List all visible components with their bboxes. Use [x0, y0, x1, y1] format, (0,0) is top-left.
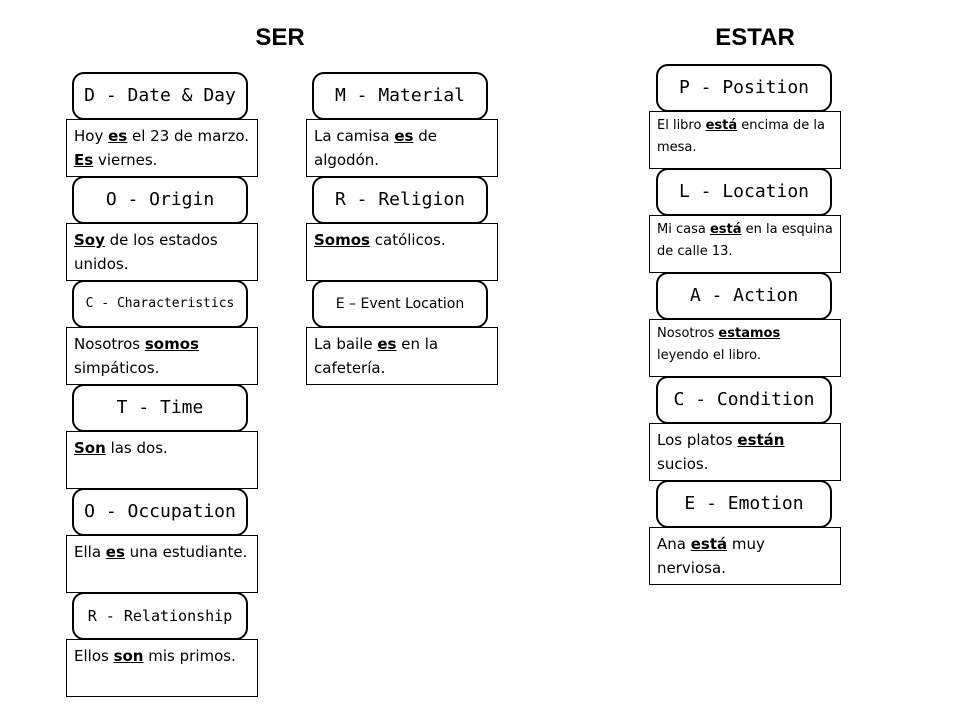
sentence-text: Nosotros: [657, 326, 719, 341]
sentence-text: Hoy: [74, 127, 109, 145]
estar-label-position: P - Position: [656, 64, 832, 112]
verb-highlight: Soy: [74, 231, 105, 249]
verb-highlight: es: [108, 127, 128, 145]
estar-label-action: A - Action: [656, 272, 832, 320]
sentence-text: encima de la mesa.: [657, 118, 825, 155]
ser-example-date-day: [66, 119, 258, 177]
sentence-text: católicos.: [369, 231, 446, 249]
estar-heading: ESTAR: [715, 24, 795, 51]
ser-label-origin: O - Origin: [72, 176, 248, 224]
sentence-text: Los platos: [657, 431, 738, 449]
verb-highlight: está: [705, 118, 738, 133]
ser-label-time: T - Time: [72, 384, 248, 432]
sentence-text: el 23 de marzo.: [127, 127, 250, 145]
sentence-text: muy nerviosa.: [657, 535, 765, 577]
verb-highlight: está: [690, 535, 728, 553]
ser-example-relationship: [66, 639, 258, 697]
estar-example-action: [649, 319, 841, 377]
ser-label-relationship: R - Relationship: [72, 592, 248, 640]
ser-label-event-location: E – Event Location: [312, 280, 488, 328]
sentence-text: Ana: [657, 535, 691, 553]
sentence-text: las dos.: [105, 439, 168, 457]
verb-highlight: son: [113, 647, 144, 665]
sentence-text: La camisa: [314, 127, 395, 145]
sentence-text: leyendo el libro.: [657, 348, 762, 363]
estar-label-emotion: E - Emotion: [656, 480, 832, 528]
sentence-text: La baile: [314, 335, 378, 353]
ser-example-event-location: [306, 327, 498, 385]
sentence-text: sucios.: [657, 455, 709, 473]
estar-label-location: L - Location: [656, 168, 832, 216]
sentence-text: Ellos: [74, 647, 114, 665]
ser-label-occupation: O - Occupation: [72, 488, 248, 536]
ser-label-material: M - Material: [312, 72, 488, 120]
verb-highlight: están: [737, 431, 785, 449]
sentence-text: en la cafetería.: [314, 335, 439, 377]
sentence-text: El libro: [657, 118, 706, 133]
sentence-text: Nosotros: [74, 335, 145, 353]
verb-highlight: estamos: [718, 326, 781, 341]
estar-example-condition: [649, 423, 841, 481]
ser-label-date-day: D - Date & Day: [72, 72, 248, 120]
verb-highlight: es: [105, 543, 125, 561]
sentence-text: una estudiante.: [124, 543, 248, 561]
ser-heading: SER: [255, 24, 305, 51]
verb-highlight: es: [377, 335, 397, 353]
estar-example-location: [649, 215, 841, 273]
sentence-text: Ella: [74, 543, 106, 561]
verb-highlight: está: [709, 222, 742, 237]
estar-label-condition: C - Condition: [656, 376, 832, 424]
verb-highlight: Son: [74, 439, 106, 457]
verb-highlight: Somos: [314, 231, 370, 249]
estar-example-position: [649, 111, 841, 169]
ser-example-religion: [306, 223, 498, 281]
sentence-text: de los estados unidos.: [74, 231, 218, 273]
ser-label-religion: R - Religion: [312, 176, 488, 224]
ser-example-origin: [66, 223, 258, 281]
ser-example-time: [66, 431, 258, 489]
sentence-text: viernes.: [93, 151, 158, 169]
ser-label-characteristics: C - Characteristics: [72, 280, 248, 328]
verb-highlight: somos: [144, 335, 199, 353]
sentence-text: Mi casa: [657, 222, 710, 237]
sentence-text: simpáticos.: [74, 359, 160, 377]
verb-highlight: es: [394, 127, 414, 145]
ser-example-occupation: [66, 535, 258, 593]
estar-example-emotion: [649, 527, 841, 585]
ser-example-characteristics: [66, 327, 258, 385]
ser-example-material: [306, 119, 498, 177]
sentence-text: de algodón.: [314, 127, 437, 169]
verb-highlight: Es: [74, 151, 94, 169]
sentence-text: mis primos.: [143, 647, 236, 665]
sentence-text: en la esquina de calle 13.: [657, 222, 833, 259]
